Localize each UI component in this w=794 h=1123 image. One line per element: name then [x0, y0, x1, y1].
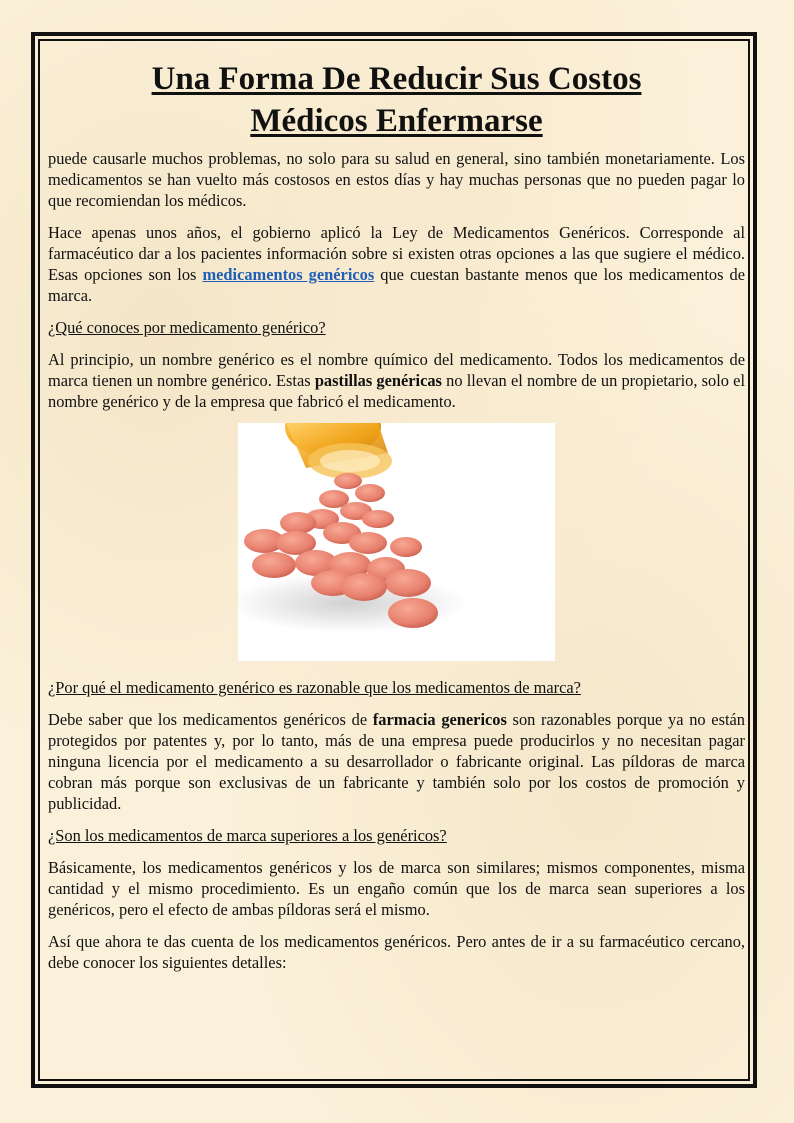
generic-medicines-link[interactable]: medicamentos genéricos	[202, 265, 375, 284]
paragraph-why-text-a: Debe saber que los medicamentos genéricos de	[48, 710, 373, 729]
article-title	[48, 58, 745, 142]
paragraph-law-text-b: que cuestan bastante menos que los medicamentos de marca.	[48, 265, 745, 305]
bold-pharmacy-generics: farmacia genericos	[372, 710, 507, 729]
title-line-1: Una Forma De Reducir Sus Costos	[151, 61, 642, 97]
bold-generic-pills: pastillas genéricas	[314, 371, 442, 390]
paragraph-why-text-b: son razonables porque ya no están protegidos por patentes y, por lo tanto, más de una empresa puede producirlos y no necesitan pagar ninguna licencia por el medicamento a su desarrollador o fabricante original. Las píldoras de marca cobran más porque son exclusivas de un fabricante y también solo por los costos de promoción y publicidad.	[48, 710, 745, 813]
paragraph-similar: Básicamente, los medicamentos genéricos y los de marca son similares; mismos componentes, misma cantidad y el mismo procedimiento. Es un engaño común que los de marca sean superiores a los genéricos, pero el efecto de ambas píldoras será el mismo.	[48, 858, 745, 919]
subheading-why-cheaper: ¿Por qué el medicamento genérico es razonable que los medicamentos de marca?	[48, 678, 581, 697]
paragraph-law-text-a: Hace apenas unos años, el gobierno aplicó la Ley de Medicamentos Genéricos. Corresponde al farmacéutico dar a los pacientes información sobre si existen otras opciones a las que sugiere el médico. Esas opciones son los	[48, 223, 745, 284]
subheading-what-is-generic: ¿Qué conoces por medicamento genérico?	[48, 318, 326, 337]
pills-photo	[238, 423, 555, 661]
paragraph-generic-text-a: Al principio, un nombre genérico es el nombre químico del medicamento. Todos los medicamentos de marca tienen un nombre genérico. Estas	[48, 350, 745, 390]
paragraph-generic-name	[48, 349, 745, 412]
paragraph-intro: puede causarle muchos problemas, no solo para su salud en general, sino también monetariamente. Los medicamentos se han vuelto más costosos en estos días y hay muchas personas que no pueden pagar lo que recomiendan los médicos.	[48, 149, 745, 210]
title-line-2: Médicos Enfermarse	[250, 103, 543, 139]
paragraph-closing: Así que ahora te das cuenta de los medicamentos genéricos. Pero antes de ir a su farmacéutico cercano, debe conocer los siguientes detalles:	[48, 932, 745, 972]
subheading-brand-superior: ¿Son los medicamentos de marca superiores a los genéricos?	[48, 826, 447, 845]
paragraph-generic-text-b: no llevan el nombre de un propietario, solo el nombre genérico y de la empresa que fabricó el medicamento.	[48, 371, 746, 411]
article	[48, 58, 745, 984]
paragraph-why-cheaper	[48, 709, 745, 814]
paragraph-law	[48, 222, 745, 306]
